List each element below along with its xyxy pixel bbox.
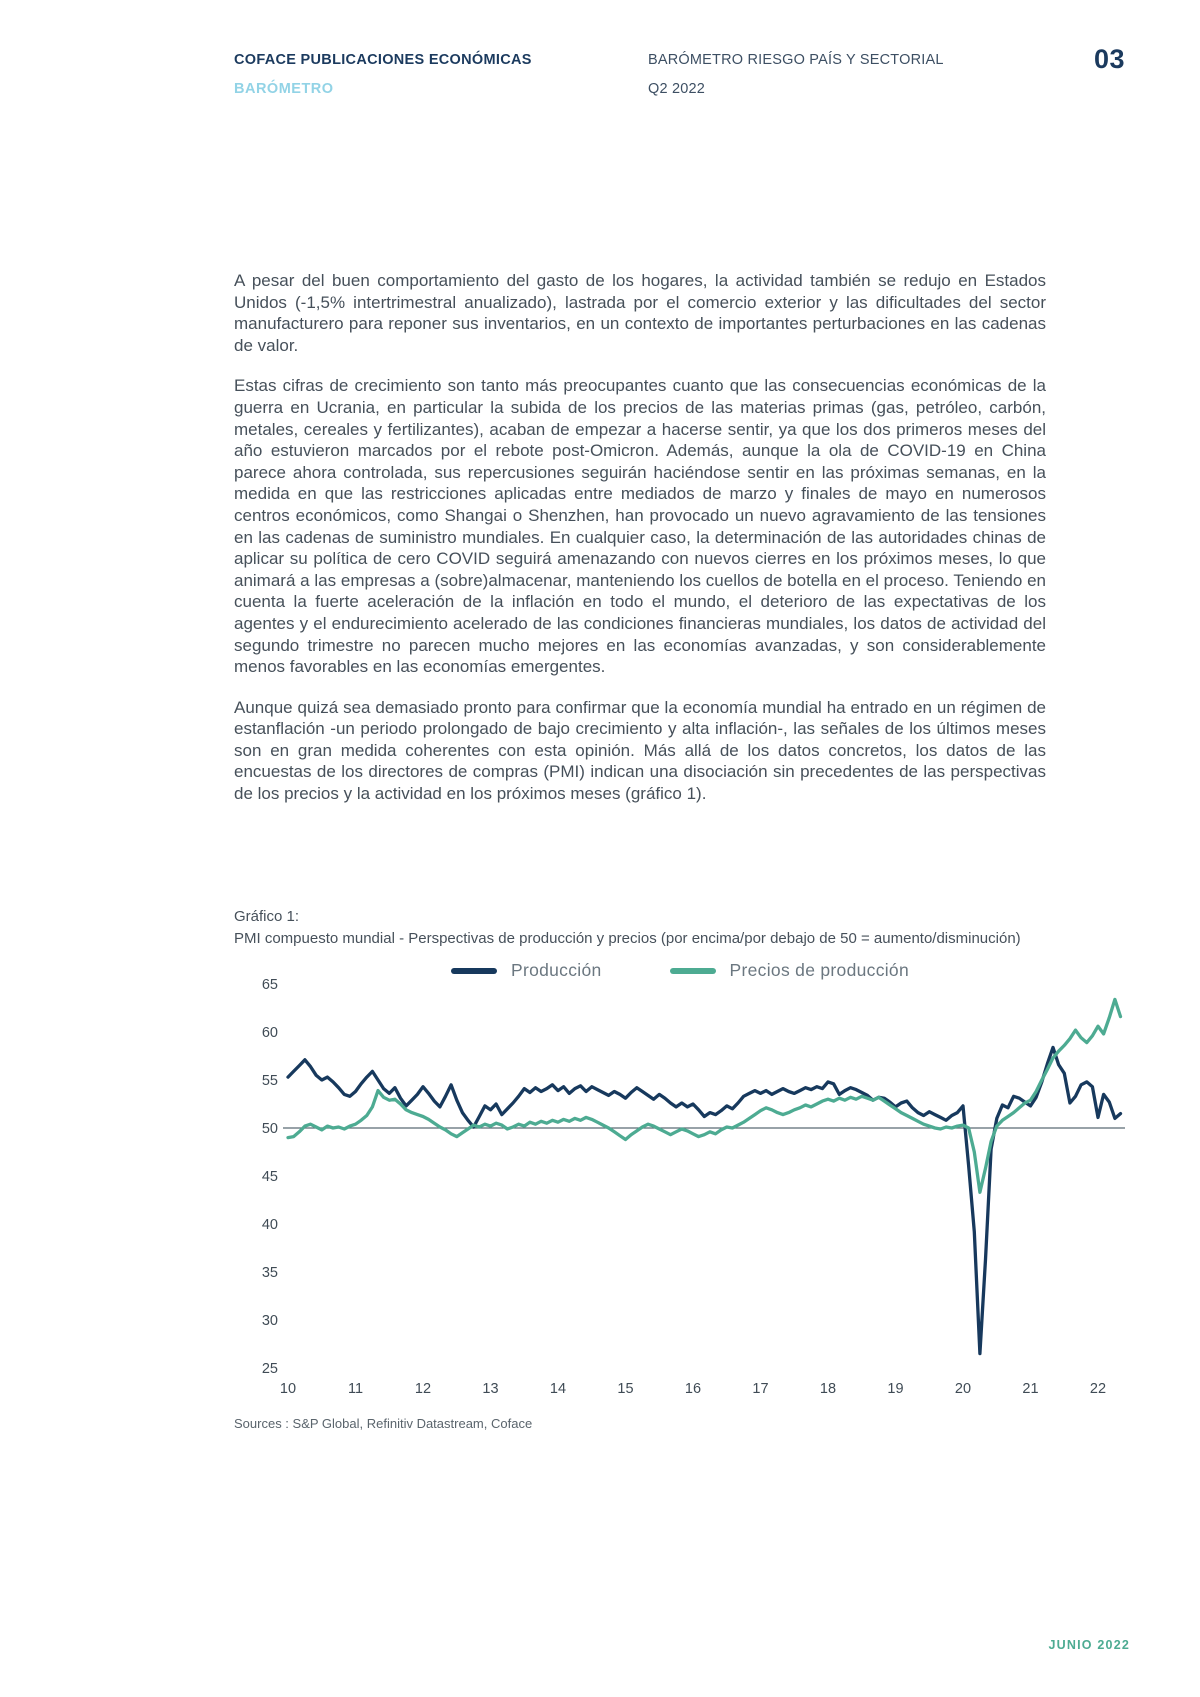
header-left — [234, 52, 532, 97]
figure-title: PMI compuesto mundial - Perspectivas de producción y precios (por encima/por debajo de 50 = aumento/disminución) — [234, 930, 1021, 947]
y-tick-label: 65 — [261, 977, 278, 993]
brand-title: BARÓMETRO — [234, 81, 334, 97]
series-line-0 — [288, 1047, 1121, 1353]
paragraph: A pesar del buen comportamiento del gasto de los hogares, la actividad también se redujo en Estados Unidos (-1,5% intertrimestral anualizado), lastrada por el comercio exterior y las dificultades del sector manufacturero para reponer sus inventarios, en un contexto de importantes perturbaciones en las cadenas de valor. — [234, 271, 1046, 355]
x-tick-label: 18 — [819, 1381, 837, 1397]
x-tick-label: 13 — [482, 1381, 499, 1397]
legend-label-produccion: Producción — [510, 960, 602, 980]
x-tick-label: 17 — [752, 1381, 769, 1397]
footer-date: JUNIO 2022 — [1048, 1638, 1130, 1652]
y-tick-label: 35 — [261, 1265, 278, 1281]
x-tick-label: 20 — [954, 1381, 972, 1397]
y-tick-label: 25 — [261, 1361, 278, 1377]
x-tick-label: 12 — [414, 1381, 432, 1397]
sources-note: Sources : S&P Global, Refinitiv Datastream, Coface — [234, 1416, 533, 1431]
x-tick-label: 16 — [684, 1381, 702, 1397]
edition-label: Q2 2022 — [648, 81, 706, 97]
x-tick-label: 22 — [1089, 1381, 1107, 1397]
x-tick-label: 21 — [1022, 1381, 1039, 1397]
figure-label: Gráfico 1: — [234, 908, 300, 925]
x-tick-label: 10 — [279, 1381, 297, 1397]
pmi-chart — [230, 955, 1130, 1415]
document-title: BARÓMETRO RIESGO PAÍS Y SECTORIAL — [648, 52, 944, 68]
x-tick-label: 15 — [617, 1381, 634, 1397]
paragraph: Aunque quizá sea demasiado pronto para confirmar que la economía mundial ha entrado en un régimen de estanflación -un periodo prolongado de bajo crecimiento y alta inflación-, las señales de los últimos meses son en gran medida coherentes con esta opinión. Más allá de los datos concretos, los datos de las encuestas de los directores de compras (PMI) indican una disociación sin precedentes de las perspectivas de los precios y la actividad en los próximos meses (gráfico 1). — [234, 697, 1046, 804]
page-number: 03 — [1093, 44, 1125, 74]
header-center — [648, 52, 944, 97]
y-tick-label: 55 — [261, 1073, 278, 1089]
y-tick-label: 45 — [261, 1169, 278, 1185]
y-tick-label: 60 — [261, 1025, 278, 1041]
y-tick-label: 40 — [261, 1217, 278, 1233]
x-tick-label: 14 — [549, 1381, 567, 1397]
x-tick-label: 19 — [887, 1381, 904, 1397]
paragraph: Estas cifras de crecimiento son tanto más preocupantes cuanto que las consecuencias económicas de la guerra en Ucrania, en particular la subida de los precios de las materias primas (gas, petróleo, carbón, metales, cereales y fertilizantes), acaban de empezar a hacerse sentir, ya que los dos primeros meses del año estuvieron marcados por el rebote post-Omicron. Además, aunque la ola de COVID-19 en China parece ahora controlada, sus repercusiones seguirán haciéndose sentir en las próximas semanas, en la medida en que las restricciones aplicadas entre mediados de marzo y finales de mayo en numerosos centros económicos, como Shangai o Shenzhen, han provocado un nuevo agravamiento de las tensiones en las cadenas de suministro mundiales. En cualquier caso, la determinación de las autoridades chinas de aplicar su política de cero COVID seguirá amenazando con nuevos cierres en los próximos meses, lo que animará a las empresas a (sobre)almacenar, manteniendo los cuellos de botella en el proceso. Teniendo en cuenta la fuerte aceleración de la inflación en todo el mundo, el deterioro de las expectativas de los agentes y el endurecimiento acelerado de las condiciones financieras mundiales, los datos de actividad del segundo trimestre no parecen mucho mejores en las economías avanzadas, y son considerablemente menos favorables en las economías emergentes. — [234, 376, 1046, 677]
legend-label-precios: Precios de producción — [729, 960, 910, 980]
article-body — [234, 270, 1046, 824]
x-tick-label: 11 — [347, 1381, 364, 1397]
publisher-title: COFACE PUBLICACIONES ECONÓMICAS — [234, 52, 532, 68]
series-line-1 — [288, 999, 1121, 1192]
y-tick-label: 30 — [261, 1313, 278, 1329]
y-tick-label: 50 — [261, 1121, 278, 1137]
pmi-chart-svg — [230, 955, 1130, 1415]
